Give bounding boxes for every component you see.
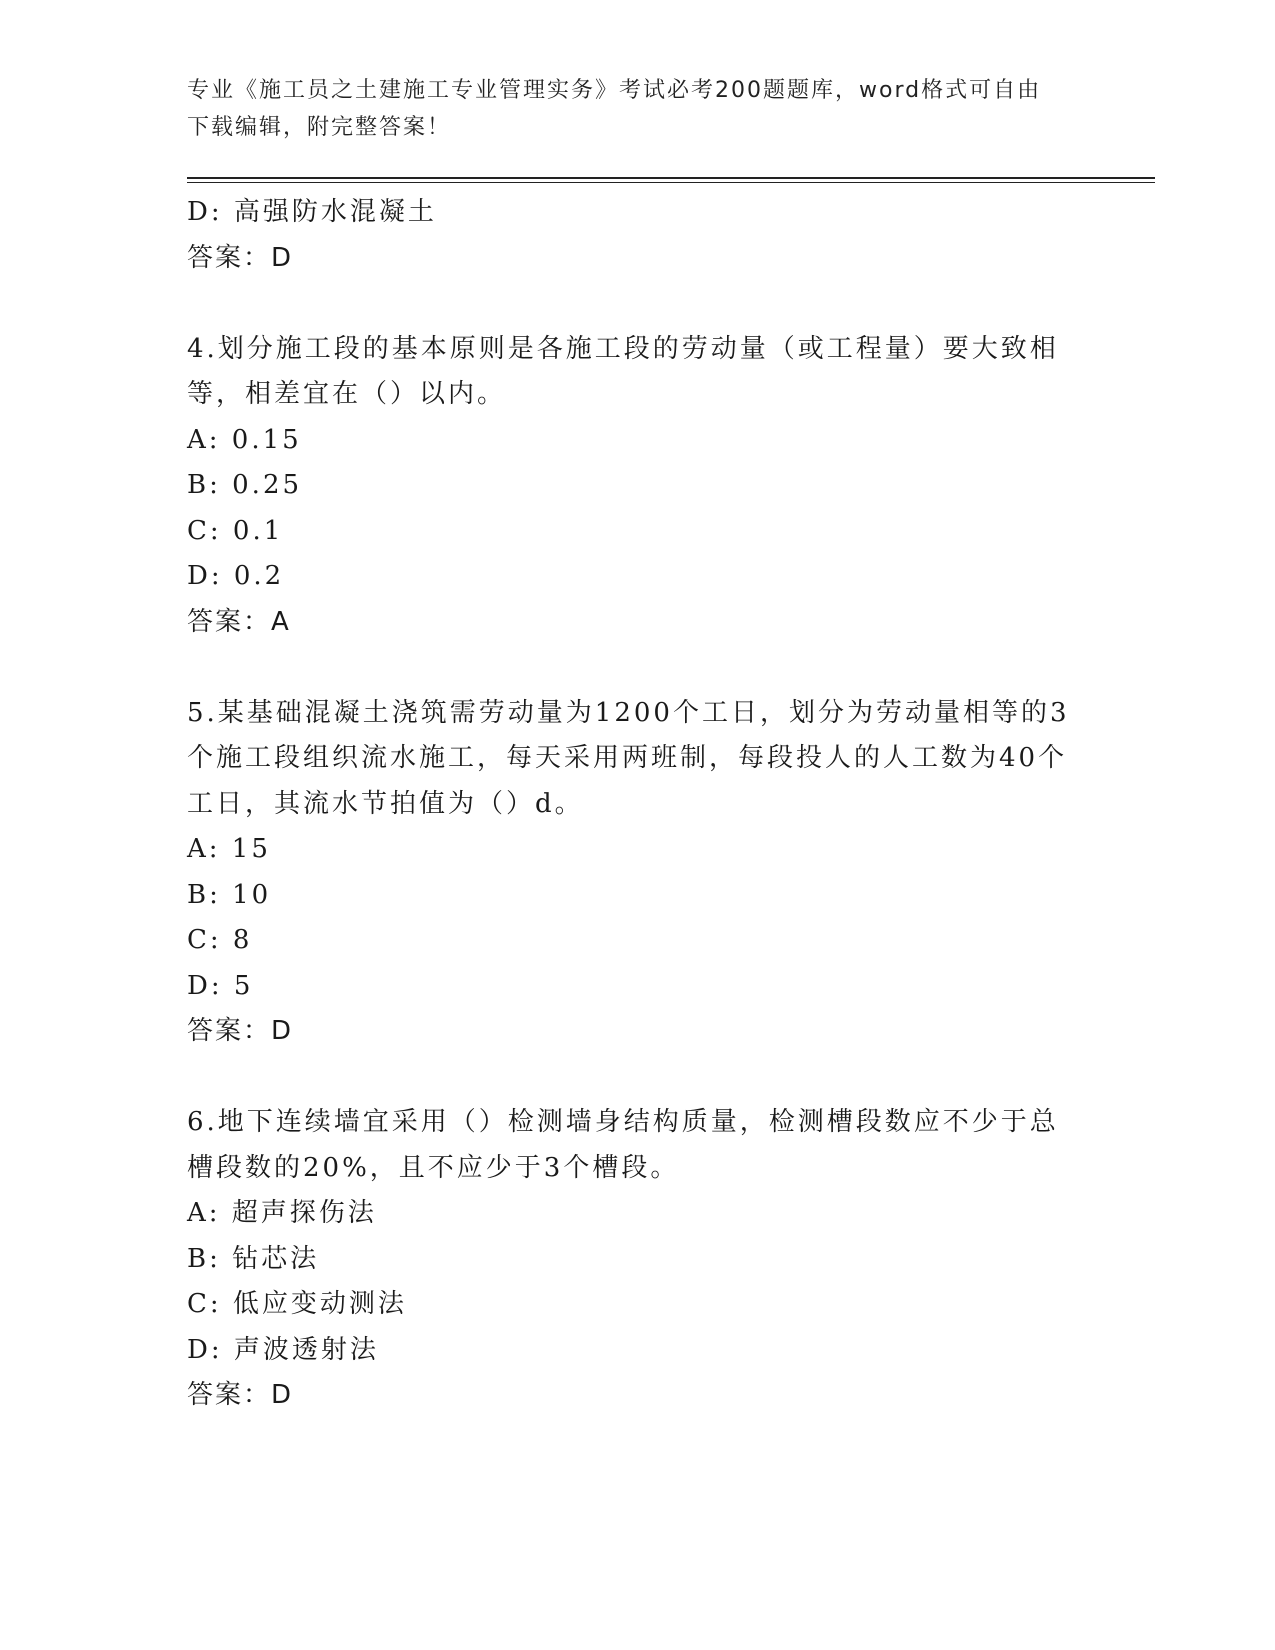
question-stem: [187, 1100, 1087, 1191]
option-d: D: 高强防水混凝土: [187, 197, 437, 227]
stem-line: 4.划分施工段的基本原则是各施工段的劳动量（或工程量）要大致相: [187, 333, 1059, 364]
answer-line: 答案：D: [187, 1016, 294, 1046]
stem-line: 槽段数的20%，且不应少于3个槽段。: [187, 1152, 680, 1183]
stem-line: 个施工段组织流水施工，每天采用两班制，每段投人的人工数为40个: [187, 743, 1068, 773]
stem-line: 工日，其流水节拍值为（）d。: [187, 788, 584, 819]
question-5-block: [187, 691, 1087, 1055]
option-c: C: 0.1: [187, 515, 284, 546]
header-divider-thin: [187, 182, 1155, 183]
spacer: [187, 645, 1087, 691]
option-a: A: 0.15: [187, 424, 302, 455]
stem-line: 6.地下连续墙宜采用（）检测墙身结构质量，检测槽段数应不少于总: [187, 1107, 1059, 1137]
stem-line: 等，相差宜在（）以内。: [187, 379, 507, 409]
option-d: D: 声波透射法: [187, 1334, 379, 1365]
header-line-2: 下载编辑，附完整答案！: [187, 115, 452, 140]
option-c: C: 8: [187, 925, 253, 955]
option-d: D: 0.2: [187, 561, 285, 591]
question-stem: [187, 327, 1087, 418]
stem-line: 5.某基础混凝土浇筑需劳动量为1200个工日，划分为劳动量相等的3: [187, 697, 1070, 728]
question-content: [187, 190, 1087, 1419]
option-a: A: 15: [187, 834, 271, 864]
option-d: D: 5: [187, 970, 254, 1001]
spacer: [187, 281, 1087, 327]
document-header: [187, 72, 1077, 146]
answer-line: 答案：A: [187, 606, 291, 637]
option-c: C: 低应变动测法: [187, 1289, 407, 1319]
answer-line: 答案：D: [187, 242, 294, 273]
spacer: [187, 1055, 1087, 1101]
question-6-block: [187, 1100, 1087, 1419]
question-4-block: [187, 327, 1087, 646]
option-b: B: 钻芯法: [187, 1243, 320, 1274]
header-line-1: 专业《施工员之土建施工专业管理实务》考试必考200题题库，word格式可自由: [187, 78, 1042, 103]
option-b: B: 0.25: [187, 470, 303, 500]
question-stem: [187, 691, 1087, 828]
option-b: B: 10: [187, 879, 272, 910]
header-divider: [187, 177, 1155, 179]
question-3-block: [187, 190, 1087, 281]
option-a: A: 超声探伤法: [187, 1198, 377, 1228]
answer-line: 答案：D: [187, 1380, 294, 1410]
